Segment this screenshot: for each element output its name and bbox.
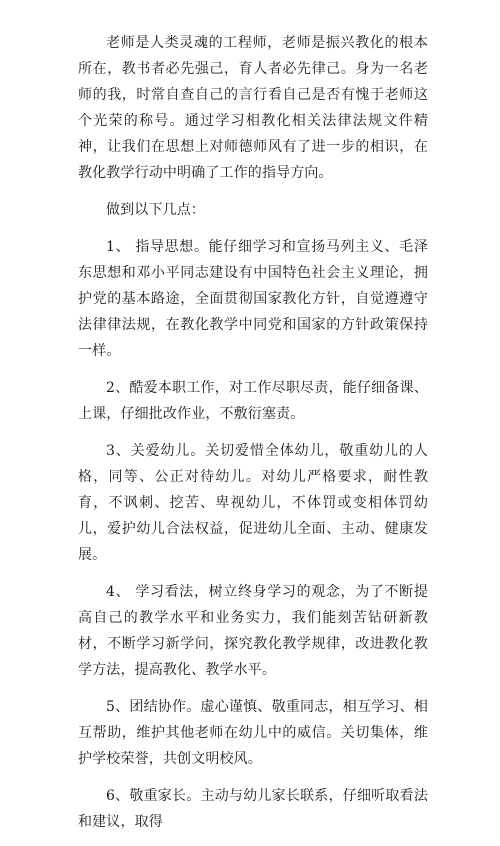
paragraph-point-1: 1、 指导思想。能仔细学习和宣扬马列主义、毛泽东思想和邓小平同志建设有中国特色社会主义理论，拥护党的基本路途，全面贯彻国家教化方针，自觉遵遵守法律律法规，在教化教学中同党和国家的方针政策保持一样。 bbox=[78, 239, 428, 359]
paragraph-point-5: 5、团结协作。虚心谨慎、敬重同志，相互学习、相互帮助，维护其他老师在幼儿中的威信。关切集体，维护学校荣誉，共创文明校风。 bbox=[78, 699, 428, 767]
paragraph-points-heading: 做到以下几点： bbox=[106, 202, 206, 218]
paragraph-point-3: 3、关爱幼儿。关切爱惜全体幼儿，敬重幼儿的人格，同等、公正对待幼儿。对幼儿严格要求，耐性教育，不讽刺、挖苦、卑视幼儿，不体罚或变相体罚幼儿，爱护幼儿合法权益，促进幼儿全面、主动、健康发展。 bbox=[78, 443, 428, 563]
paragraph-point-2: 2、酷爱本职工作，对工作尽职尽责，能仔细备课、上课，仔细批改作业，不敷衍塞责。 bbox=[78, 380, 428, 422]
paragraph-point-4: 4、 学习看法，树立终身学习的观念，为了不断提高自己的教学水平和业务实力，我们能刻苦钻研新教材，不断学习新学问，探究教化教学规律，改进教化教学方法，提高教化、教学水平。 bbox=[78, 584, 428, 678]
paragraph-point-6: 6、敬重家长。主动与幼儿家长联系，仔细听取看法和建议，取得 bbox=[78, 788, 428, 830]
paragraph-intro: 老师是人类灵魂的工程师，老师是振兴教化的根本所在，教书者必先强己，育人者必先律己。身为一名老师的我，时常自查自己的言行看自己是否有愧于老师这个光荣的称号。通过学习相教化相关法律法规文件精神，让我们在思想上对师德师风有了进一步的相识，在教化教学行动中明确了工作的指导方向。 bbox=[78, 35, 428, 181]
document-page bbox=[78, 30, 428, 846]
